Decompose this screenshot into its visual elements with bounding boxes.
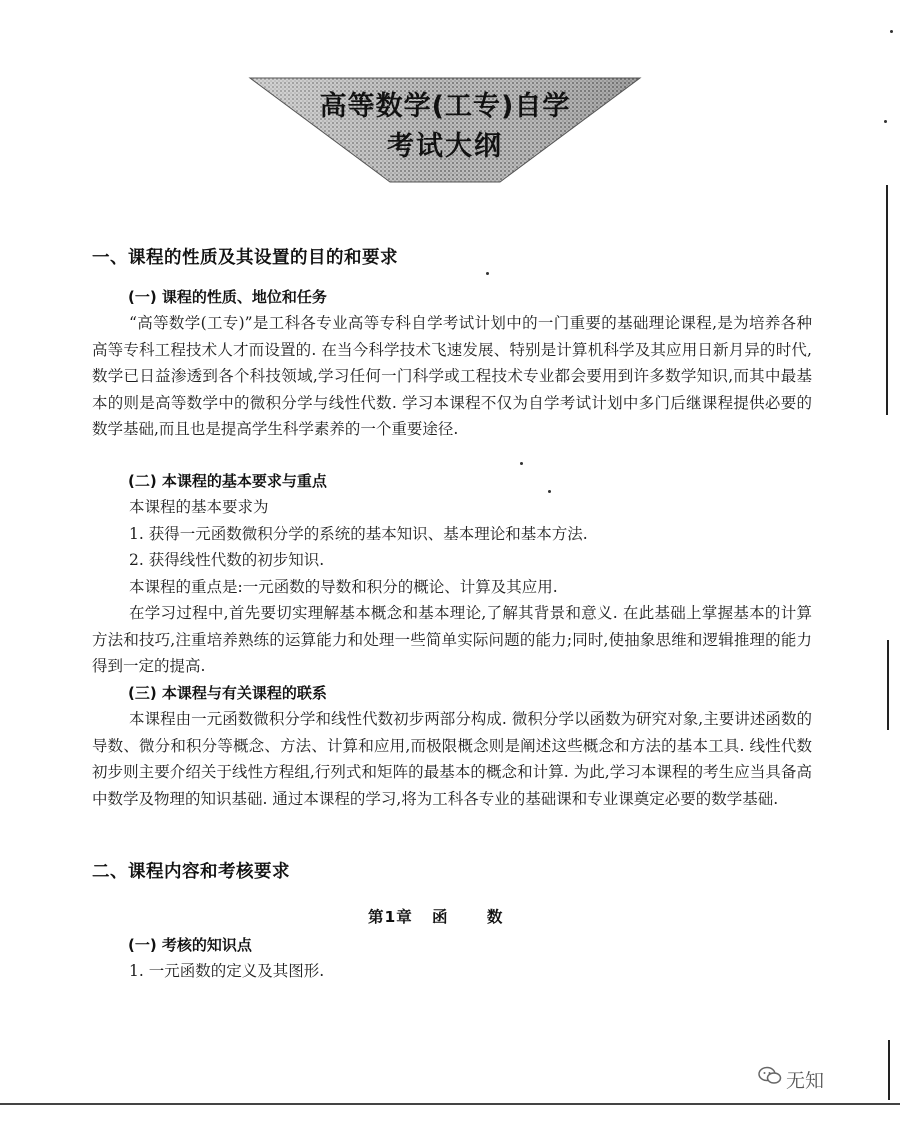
- requirement-item-2: 2. 获得线性代数的初步知识.: [129, 551, 325, 569]
- section1-sub1-heading: (一) 课程的性质、地位和任务: [128, 288, 327, 306]
- title-banner: [240, 70, 650, 190]
- section1-heading: 一、课程的性质及其设置的目的和要求: [92, 248, 398, 268]
- scan-edge-line: [887, 640, 889, 730]
- chapter-title: 第1章 函 数: [368, 908, 504, 926]
- scan-speck: [548, 490, 551, 493]
- basic-requirements-intro: 本课程的基本要求为: [129, 498, 269, 516]
- scan-speck: [486, 272, 489, 275]
- scan-speck: [520, 462, 523, 465]
- scan-speck: [890, 30, 893, 33]
- section1-sub2-heading: (二) 本课程的基本要求与重点: [128, 472, 327, 490]
- scan-bottom-line: [0, 1103, 900, 1105]
- section1-sub3-heading: (三) 本课程与有关课程的联系: [128, 684, 327, 702]
- requirement-item-1: 1. 获得一元函数微积分学的系统的基本知识、基本理论和基本方法.: [129, 525, 588, 543]
- section1-sub3-paragraph: 本课程由一元函数微积分学和线性代数初步两部分构成. 微积分学以函数为研究对象,主要讲述函数的导数、微分和积分等概念、方法、计算和应用,而极限概念则是阐述这些概念和方法的基本工具. 线性代数初步则主要介绍关于线性方程组,行列式和矩阵的最基本的概念和计算. 为此,学习本课程的考生应当具备高中数学及物理的知识基础. 通过本课程的学习,将为工科各专业的基础课和专业课奠定必要的数学基础.: [92, 710, 812, 808]
- wechat-icon: [758, 1066, 782, 1086]
- banner-title-line1: 高等数学(工专)自学: [319, 91, 571, 122]
- section2-sub1-heading: (一) 考核的知识点: [128, 936, 252, 954]
- scan-edge-line: [888, 1040, 890, 1100]
- section2-heading: 二、课程内容和考核要求: [92, 862, 290, 882]
- section1-sub2-paragraph: 在学习过程中,首先要切实理解基本概念和基本理论,了解其背景和意义. 在此基础上掌握基本的计算方法和技巧,注重培养熟练的运算能力和处理一些简单实际问题的能力;同时,使抽象思维和逻辑推理的能力得到一定的提高.: [92, 604, 812, 675]
- watermark-text: 无知: [786, 1070, 825, 1092]
- key-points: 本课程的重点是:一元函数的导数和积分的概论、计算及其应用.: [129, 578, 558, 596]
- section1-sub1-paragraph: “高等数学(工专)”是工科各专业高等专科自学考试计划中的一门重要的基础理论课程,是为培养各种高等专科工程技术人才而设置的. 在当今科学技术飞速发展、特别是计算机科学及其应用日新月异的时代,数学已日益渗透到各个科技领域,学习任何一门科学或工程技术专业都会要用到许多数学知识,而其中最基本的则是高等数学中的微积分学与线性代数. 学习本课程不仅为自学考试计划中多门后继课程提供必要的数学基础,而且也是提高学生科学素养的一个重要途径.: [92, 314, 812, 438]
- scan-speck: [884, 120, 887, 123]
- knowledge-point-1: 1. 一元函数的定义及其图形.: [129, 962, 325, 980]
- scan-edge-line: [886, 185, 888, 415]
- banner-title-line2: 考试大纲: [387, 131, 503, 162]
